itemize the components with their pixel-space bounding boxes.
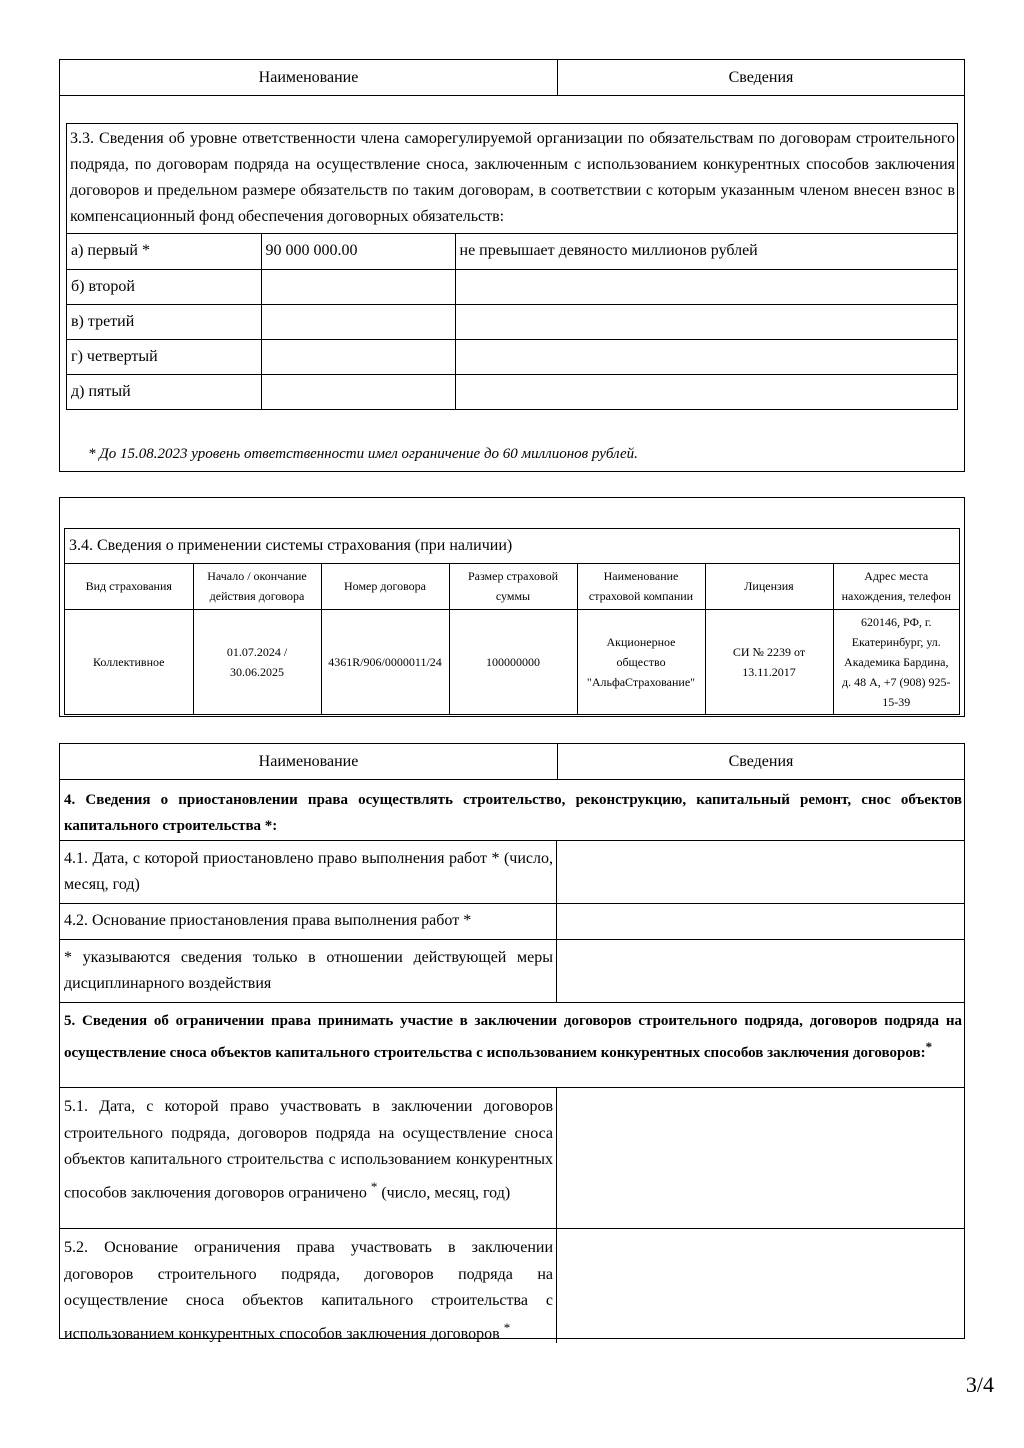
section-5-1-star: *	[370, 1178, 378, 1194]
section-5-2-row	[60, 1229, 964, 1343]
table-row	[65, 609, 959, 714]
liability-amount	[261, 269, 455, 304]
page-number: 3/4	[965, 1372, 994, 1397]
section-4-1-row	[60, 841, 964, 904]
footnote: * До 15.08.2023 уровень ответственности имел ограничение до 60 миллионов рублей.	[88, 446, 638, 462]
insurance-sum: 100000000	[449, 609, 577, 714]
section-4-1-label: 4.1. Дата, с которой приостановлено право выполнения работ * (число, месяц, год)	[60, 841, 557, 903]
section-5-1-label	[60, 1088, 557, 1228]
section-5-title	[60, 1003, 964, 1088]
liability-amount	[261, 339, 455, 374]
liability-amount	[261, 304, 455, 339]
liability-description	[455, 269, 957, 304]
header-info: Сведения	[728, 68, 794, 86]
section-3-3-block	[59, 59, 965, 472]
section-5-1-row	[60, 1088, 964, 1229]
column-header: Размер страховой суммы	[449, 564, 577, 609]
column-header: Лицензия	[705, 564, 833, 609]
table-row	[67, 304, 957, 339]
liability-description: не превышает девяносто миллионов рублей	[455, 234, 957, 269]
section-4-note-value	[557, 940, 964, 1002]
liability-level: а) первый *	[67, 234, 261, 269]
table-row	[67, 374, 957, 409]
table-row	[67, 339, 957, 374]
liability-level: г) четвертый	[67, 339, 261, 374]
header-name: Наименование	[60, 60, 558, 95]
section-5-star: *	[925, 1039, 933, 1054]
liability-description	[455, 304, 957, 339]
section-4-note: * указываются сведения только в отношении действующей меры дисциплинарного воздействия	[60, 940, 557, 1002]
section-4-title: 4. Сведения о приостановлении права осуществлять строительство, реконструкцию, капитальный ремонт, снос объектов капитального строительства *:	[60, 780, 964, 841]
insurance-address: 620146, РФ, г. Екатеринбург, ул. Академика Бардина, д. 48 А, +7 (908) 925-15-39	[833, 609, 959, 714]
table-header	[60, 744, 964, 780]
section-4-5-block	[59, 743, 965, 1342]
header-name: Наименование	[60, 744, 558, 779]
column-header: Вид страхования	[65, 564, 193, 609]
section-3-3-title: 3.3. Сведения об уровне ответственности члена саморегулируемой организации по обязательствам по договорам строительного подряда, по договорам подряда на осуществление сноса, заключенным с использованием конкурентных способов заключения договоров и предельном размере обязательств по таким договорам, в соответствии с которым указанным членом внесен взнос в компенсационный фонд обеспечения договорных обязательств:	[67, 124, 957, 234]
section-5-2-label	[60, 1229, 557, 1343]
liability-table	[66, 123, 958, 410]
liability-description	[455, 339, 957, 374]
insurance-period: 01.07.2024 / 30.06.2025	[193, 609, 321, 714]
section-4-2-label: 4.2. Основание приостановления права выполнения работ *	[60, 904, 557, 939]
section-5-title-text: 5. Сведения об ограничении права принимать участие в заключении договоров строительного подряда, договоров подряда на осуществление сноса объектов капитального строительства с использованием конкурентных способов заключения договоров:	[64, 1013, 962, 1061]
insurance-table	[64, 528, 960, 715]
table-row	[67, 234, 957, 269]
section-4-2-value	[557, 904, 964, 939]
section-3-4-block	[59, 497, 965, 717]
column-header: Начало / окончание действия договора	[193, 564, 321, 609]
section-5-1-tail: (число, месяц, год)	[381, 1183, 511, 1201]
section-4-1-value	[557, 841, 964, 903]
liability-amount	[261, 374, 455, 409]
section-4-note-row	[60, 940, 964, 1003]
column-header: Номер договора	[321, 564, 449, 609]
liability-level: д) пятый	[67, 374, 261, 409]
insurance-company: Акционерное общество "АльфаСтрахование"	[577, 609, 705, 714]
section-5-2-value	[557, 1229, 964, 1343]
liability-levels	[67, 234, 957, 409]
table-header	[60, 60, 964, 96]
column-header: Адрес места нахождения, телефон	[833, 564, 959, 609]
insurance-type: Коллективное	[65, 609, 193, 714]
insurance-number: 4361R/906/0000011/24	[321, 609, 449, 714]
section-5-2-star: *	[503, 1319, 511, 1335]
liability-description	[455, 374, 957, 409]
column-header: Наименование страховой компании	[577, 564, 705, 609]
section-5-1-text: 5.1. Дата, с которой право участвовать в заключении договоров строительного подряда, договоров подряда на осуществление сноса объектов капитального строительства с использованием конкурентных способов заключения договоров ограничено	[64, 1098, 553, 1201]
liability-amount: 90 000 000.00	[261, 234, 455, 269]
liability-level: б) второй	[67, 269, 261, 304]
insurance-license: СИ № 2239 от 13.11.2017	[705, 609, 833, 714]
section-5-2-text: 5.2. Основание ограничения права участвовать в заключении договоров строительного подряда, договоров подряда на осуществление сноса объектов капитального строительства с использованием конкурентных способов заключения договоров	[64, 1239, 553, 1342]
insurance-grid	[65, 564, 959, 714]
liability-level: в) третий	[67, 304, 261, 339]
section-4-2-row	[60, 904, 964, 940]
table-row	[67, 269, 957, 304]
header-info: Сведения	[728, 752, 794, 770]
section-3-4-title: 3.4. Сведения о применении системы страхования (при наличии)	[65, 529, 959, 564]
section-5-1-value	[557, 1088, 964, 1228]
